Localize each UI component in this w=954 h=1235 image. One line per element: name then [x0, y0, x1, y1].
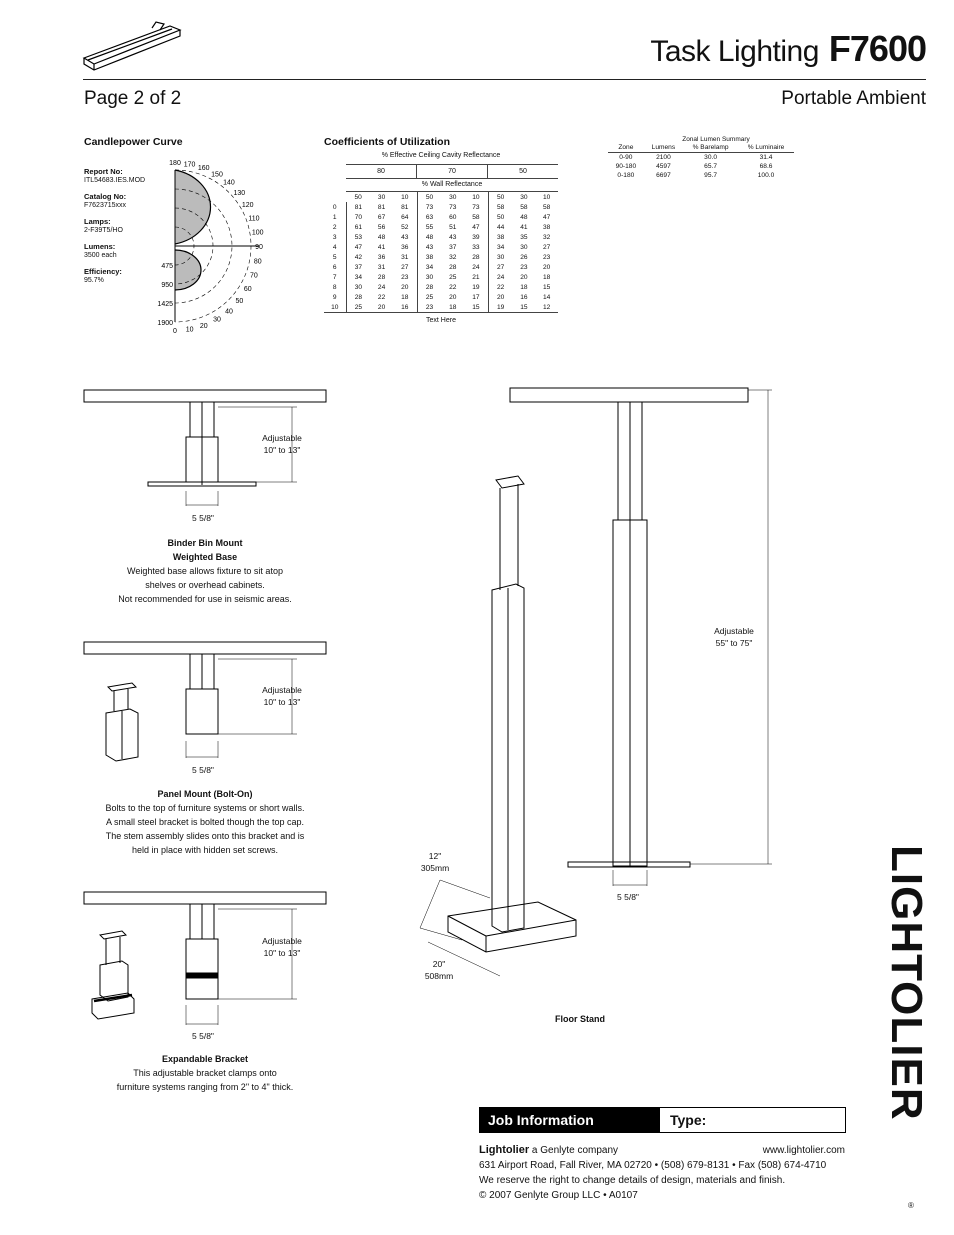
cou-row — [324, 232, 558, 242]
room-cavity-ratio: 8 — [324, 282, 346, 292]
cou-cell: 16 — [520, 293, 528, 301]
angle-label: 40 — [225, 308, 233, 316]
zonal-cell: 100.0 — [757, 172, 775, 179]
cou-cell: 18 — [441, 302, 464, 313]
lumens-label: Lumens: — [84, 242, 116, 251]
radial-label: 950 — [161, 282, 173, 289]
cou-cell: 30 — [497, 253, 505, 261]
company-suffix: a Genlyte company — [529, 1145, 619, 1156]
cou-cell: 20 — [497, 293, 505, 301]
expandable-title: Expandable Bracket — [161, 1054, 249, 1064]
zonal-cell: 65.7 — [704, 163, 717, 170]
job-information-box — [479, 1107, 846, 1133]
cou-cell: 81 — [377, 203, 386, 211]
room-cavity-ratio: 4 — [324, 242, 346, 252]
cou-cell: 47 — [354, 243, 363, 251]
panel-title: Panel Mount (Bolt-On) — [157, 789, 253, 799]
zonal-cell: 68.6 — [759, 163, 773, 170]
binder-caption — [90, 536, 320, 606]
cou-cell: 48 — [520, 213, 528, 221]
cou-cell: 16 — [393, 302, 417, 313]
fixture-logo-illustration — [82, 18, 182, 78]
width-inches: 20" — [432, 959, 446, 969]
registered-mark: ® — [908, 1201, 914, 1210]
ceiling-caption: % Effective Ceiling Cavity Reflectance — [381, 152, 501, 159]
room-cavity-ratio: 7 — [324, 272, 346, 282]
cou-cell: 28 — [449, 263, 457, 271]
rights-notice: We reserve the right to change details of design, materials and finish. — [479, 1175, 786, 1186]
ceiling-value: 70 — [417, 165, 488, 178]
angle-label: 0 — [173, 328, 177, 335]
cou-cell: 12 — [535, 302, 558, 313]
zonal-column-header: Lumens — [644, 143, 683, 153]
corner-cell — [324, 192, 346, 202]
binder-desc-line: shelves or overhead cabinets. — [145, 580, 265, 590]
efficiency-label: Efficiency: — [84, 267, 122, 276]
cou-cell: 58 — [542, 203, 551, 211]
cou-cell: 15 — [542, 283, 551, 291]
wall-value: 30 — [449, 193, 457, 201]
cou-cell: 67 — [377, 213, 386, 221]
job-information-label: Job Information — [480, 1108, 660, 1132]
cou-cell: 28 — [354, 293, 363, 301]
zonal-cell: 30.0 — [704, 154, 717, 161]
ceiling-value: 50 — [519, 168, 527, 175]
cou-cell: 20 — [449, 293, 457, 301]
room-cavity-ratio: 1 — [324, 212, 346, 222]
cou-row — [324, 212, 558, 222]
cou-cell: 20 — [520, 273, 528, 281]
logo-text: LIGHTOLIER — [882, 845, 931, 1121]
adjustable-text: Adjustable — [262, 936, 302, 946]
zonal-header-row — [608, 143, 794, 153]
cou-cell: 25 — [346, 302, 370, 313]
cou-row — [324, 272, 558, 282]
cou-cell: 25 — [425, 293, 434, 301]
adjustable-range: 10" to 13" — [263, 445, 301, 455]
cou-cell: 37 — [449, 243, 457, 251]
zonal-cell: 6697 — [656, 172, 671, 179]
wall-value: 30 — [520, 193, 528, 201]
room-cavity-ratio: 2 — [324, 222, 346, 232]
angle-label: 10 — [185, 326, 194, 334]
cou-cell: 58 — [464, 212, 488, 222]
cou-cell: 61 — [354, 223, 363, 231]
floor-adjustable-range: 55" to 75" — [715, 638, 753, 648]
cou-cell: 23 — [393, 272, 417, 282]
cou-row — [324, 252, 558, 262]
floor-stand-drawing — [400, 380, 790, 990]
cou-cell: 64 — [393, 212, 417, 222]
cou-cell: 27 — [393, 262, 417, 272]
cou-row — [324, 282, 558, 292]
angle-label: 170 — [183, 161, 196, 169]
wall-value: 50 — [425, 193, 434, 201]
lightolier-logo — [880, 845, 940, 1215]
angle-label: 180 — [169, 160, 181, 167]
panel-desc-line: The stem assembly slides onto this bracket and is — [105, 831, 305, 841]
cou-cell: 28 — [377, 273, 386, 281]
page-subtitle: Portable Ambient — [781, 88, 926, 109]
cou-cell: 18 — [393, 292, 417, 302]
angle-label: 60 — [243, 286, 252, 293]
adjustable-range: 10" to 13" — [263, 948, 301, 958]
angle-label: 160 — [197, 165, 210, 173]
cou-cell: 33 — [464, 242, 488, 252]
angle-label: 80 — [253, 258, 262, 266]
cou-cell: 35 — [520, 233, 528, 241]
wall-value: 10 — [542, 193, 551, 201]
angle-label: 70 — [250, 272, 258, 280]
upward-candela-lobe — [175, 170, 211, 244]
cou-cell: 23 — [542, 253, 551, 261]
cou-cell: 43 — [449, 233, 457, 241]
cou-cell: 48 — [377, 233, 386, 241]
zonal-cell: 90-180 — [615, 163, 637, 170]
cou-cell: 41 — [520, 223, 528, 231]
zonal-column-header: Zone — [608, 143, 644, 153]
panel-caption — [90, 787, 320, 857]
zonal-row — [608, 171, 794, 180]
candlepower-polar-chart — [150, 152, 300, 342]
efficiency-value: 95.7% — [84, 277, 104, 284]
cou-cell: 53 — [354, 233, 363, 241]
cou-cell: 34 — [425, 263, 434, 271]
angle-label: 130 — [233, 190, 246, 198]
cou-cell: 14 — [542, 293, 551, 301]
cou-cell: 81 — [393, 202, 417, 212]
cou-heading: Coefficients of Utilization — [324, 136, 450, 148]
candlepower-heading: Candlepower Curve — [84, 136, 183, 148]
depth-inches: 12" — [428, 851, 442, 861]
angle-label: 50 — [235, 297, 244, 305]
cou-cell: 24 — [377, 283, 386, 291]
expandable-desc-line: This adjustable bracket clamps onto — [133, 1068, 277, 1078]
cou-cell: 24 — [497, 273, 505, 281]
cou-cell: 34 — [354, 273, 363, 281]
panel-adjustable-label — [252, 684, 312, 708]
cou-cell: 81 — [354, 203, 363, 211]
cou-row — [324, 262, 558, 272]
ceiling-value: 80 — [346, 165, 417, 178]
room-cavity-ratio: 0 — [324, 202, 346, 212]
cou-cell: 15 — [513, 302, 536, 313]
cou-cell: 30 — [520, 243, 528, 251]
angle-label: 150 — [211, 171, 223, 179]
cou-cell: 36 — [393, 242, 417, 252]
cou-cell: 18 — [542, 273, 551, 281]
title-prefix: Task Lighting — [650, 35, 819, 68]
cou-row — [324, 202, 558, 212]
cou-cell: 19 — [464, 282, 488, 292]
cou-cell: 27 — [497, 263, 505, 271]
cou-cell: 47 — [542, 213, 551, 221]
panel-desc-line: held in place with hidden set screws. — [131, 845, 279, 855]
zonal-summary — [608, 136, 794, 180]
zonal-cell: 0-180 — [617, 172, 635, 179]
room-cavity-ratio: 9 — [324, 292, 346, 302]
copyright: © 2007 Genlyte Group LLC • A0107 — [479, 1190, 638, 1201]
floor-title: Floor Stand — [555, 1014, 605, 1024]
cou-cell: 55 — [425, 223, 434, 231]
cou-cell: 19 — [488, 302, 512, 313]
cou-cell: 37 — [354, 263, 363, 271]
cou-cell: 38 — [425, 253, 434, 261]
zonal-column-header: % Luminaire — [738, 143, 794, 153]
cou-cell: 43 — [425, 243, 434, 251]
company-line — [479, 1143, 845, 1158]
cou-cell: 48 — [425, 233, 434, 241]
report-value: ITL54683.IES.MOD — [84, 177, 146, 184]
cou-cell: 22 — [377, 293, 386, 301]
lamps-label: Lamps: — [84, 217, 111, 226]
angle-label: 140 — [223, 179, 235, 187]
cou-cell: 41 — [377, 243, 386, 251]
cou-cell: 39 — [464, 232, 488, 242]
wall-value: 30 — [377, 193, 386, 201]
cou-cell: 32 — [542, 233, 551, 241]
cou-cell: 58 — [520, 203, 528, 211]
zonal-row — [608, 162, 794, 171]
cou-cell: 73 — [425, 203, 434, 211]
angle-label: 90 — [255, 244, 263, 251]
company-footer — [479, 1143, 845, 1203]
room-cavity-ratio: 10 — [324, 302, 346, 313]
cou-cell: 63 — [425, 213, 434, 221]
cou-cell: 30 — [354, 283, 363, 291]
cou-cell: 20 — [370, 302, 393, 313]
panel-base-width: 5 5/8" — [192, 765, 214, 775]
depth-mm: 305mm — [420, 863, 450, 873]
floor-caption — [530, 1012, 630, 1026]
angle-label: 110 — [248, 215, 260, 223]
cou-cell: 56 — [377, 223, 386, 231]
zonal-cell: 2100 — [656, 154, 671, 161]
binder-adjustable-label — [252, 432, 312, 456]
cou-cell: 51 — [449, 223, 457, 231]
cou-cell: 34 — [497, 243, 505, 251]
wall-value: 50 — [497, 193, 505, 201]
cou-cell: 36 — [377, 253, 386, 261]
cou-cell: 17 — [464, 292, 488, 302]
cou-cell: 31 — [393, 252, 417, 262]
room-cavity-ratio: 6 — [324, 262, 346, 272]
zonal-table — [608, 143, 794, 180]
company-name: Lightolier — [479, 1144, 530, 1156]
binder-base-width: 5 5/8" — [192, 513, 214, 523]
cou-cell: 52 — [393, 222, 417, 232]
wall-values-row — [324, 192, 558, 202]
cou-row — [324, 302, 558, 313]
type-label: Type: — [670, 1112, 707, 1128]
panel-desc-line: Bolts to the top of furniture systems or short walls. — [105, 803, 305, 813]
cou-cell: 32 — [449, 253, 457, 261]
wall-value: 50 — [354, 193, 362, 201]
company-address: 631 Airport Road, Fall River, MA 02720 • (508) 679-8131 • Fax (508) 674-4710 — [479, 1160, 827, 1171]
cou-cell: 47 — [464, 222, 488, 232]
expandable-base-width: 5 5/8" — [192, 1031, 214, 1041]
panel-desc-line: A small steel bracket is bolted though the top cap. — [105, 817, 305, 827]
cou-footer: Text Here — [426, 317, 456, 324]
zonal-cell: 31.4 — [759, 154, 773, 161]
catalog-value: F7623715xxx — [84, 202, 127, 209]
cou-cell: 20 — [393, 282, 417, 292]
adjustable-range: 10" to 13" — [263, 697, 301, 707]
cou-cell: 44 — [497, 223, 505, 231]
cou-cell: 22 — [449, 283, 457, 291]
cou-cell: 73 — [449, 203, 457, 211]
catalog-label: Catalog No: — [84, 192, 127, 201]
cou-cell: 18 — [520, 283, 528, 291]
floor-adjustable-label — [702, 625, 766, 649]
room-cavity-ratio: 3 — [324, 232, 346, 242]
zonal-title: Zonal Lumen Summary — [682, 136, 750, 143]
cou-cell: 20 — [542, 263, 551, 271]
cou-cell: 60 — [449, 213, 457, 221]
cou-cell: 38 — [497, 233, 505, 241]
binder-title: Binder Bin Mount — [167, 538, 243, 548]
report-label: Report No: — [84, 167, 123, 176]
angle-label: 100 — [251, 229, 264, 237]
cou-row — [324, 222, 558, 232]
floor-base-width: 5 5/8" — [617, 892, 639, 902]
angle-label: 120 — [241, 202, 254, 209]
wall-value: 10 — [464, 192, 488, 202]
cou-row — [324, 292, 558, 302]
lamps-value: 2-F39T5/HO — [84, 227, 123, 234]
adjustable-text: Adjustable — [262, 433, 302, 443]
page-indicator: Page 2 of 2 — [84, 88, 182, 109]
cou-cell: 73 — [464, 202, 488, 212]
zonal-cell: 95.7 — [704, 172, 717, 179]
cou-cell: 30 — [425, 273, 434, 281]
radial-label: 1900 — [157, 320, 173, 327]
expandable-adjustable-label — [252, 935, 312, 959]
cou-cell: 28 — [425, 283, 434, 291]
wall-caption: % Wall Reflectance — [346, 179, 558, 192]
cou-cell: 70 — [354, 213, 363, 221]
model-number: F7600 — [828, 28, 926, 69]
radial-label: 1425 — [157, 301, 173, 308]
cou-cell: 58 — [497, 203, 505, 211]
cou-cell: 28 — [464, 252, 488, 262]
expandable-caption — [90, 1052, 320, 1094]
radial-label: 475 — [161, 263, 173, 270]
page-title — [600, 28, 926, 70]
cou-cell: 21 — [464, 272, 488, 282]
zonal-row — [608, 153, 794, 163]
cou-cell: 50 — [497, 213, 505, 221]
zonal-column-header: % Barelamp — [683, 143, 738, 153]
cou-cell: 15 — [464, 302, 488, 313]
binder-subtitle: Weighted Base — [172, 552, 238, 562]
cou-cell: 25 — [449, 273, 457, 281]
lumens-value: 3500 each — [84, 252, 117, 259]
wall-value: 10 — [393, 192, 417, 202]
adjustable-text: Adjustable — [714, 626, 754, 636]
cou-cell: 42 — [354, 253, 363, 261]
ceiling-values-row — [346, 164, 558, 179]
angle-label: 20 — [199, 322, 208, 330]
cou-cell: 31 — [377, 263, 386, 271]
cou-table-block — [324, 152, 558, 324]
cou-cell: 24 — [464, 262, 488, 272]
floor-width-dimension — [414, 958, 464, 982]
expandable-bracket-drawing — [82, 887, 332, 1037]
header-rule — [83, 79, 926, 80]
cou-cell: 38 — [542, 223, 551, 231]
room-cavity-ratio: 5 — [324, 252, 346, 262]
cou-table — [324, 192, 558, 313]
angle-label: 30 — [213, 316, 221, 324]
zonal-cell: 4597 — [656, 163, 671, 170]
binder-desc-line: Weighted base allows fixture to sit atop — [127, 566, 283, 576]
expandable-desc-line: furniture systems ranging from 2" to 4" thick. — [116, 1082, 294, 1092]
zonal-cell: 0-90 — [619, 154, 633, 161]
cou-cell: 27 — [542, 243, 551, 251]
floor-depth-dimension — [410, 850, 460, 874]
company-website[interactable]: www.lightolier.com — [762, 1145, 845, 1156]
adjustable-text: Adjustable — [262, 685, 302, 695]
width-mm: 508mm — [424, 971, 454, 981]
cou-cell: 26 — [520, 253, 528, 261]
cou-cell: 23 — [520, 263, 528, 271]
cou-row — [324, 242, 558, 252]
cou-cell: 22 — [497, 283, 505, 291]
binder-desc-line: Not recommended for use in seismic areas. — [118, 594, 292, 604]
cou-cell: 43 — [393, 232, 417, 242]
cou-cell: 23 — [417, 302, 441, 313]
